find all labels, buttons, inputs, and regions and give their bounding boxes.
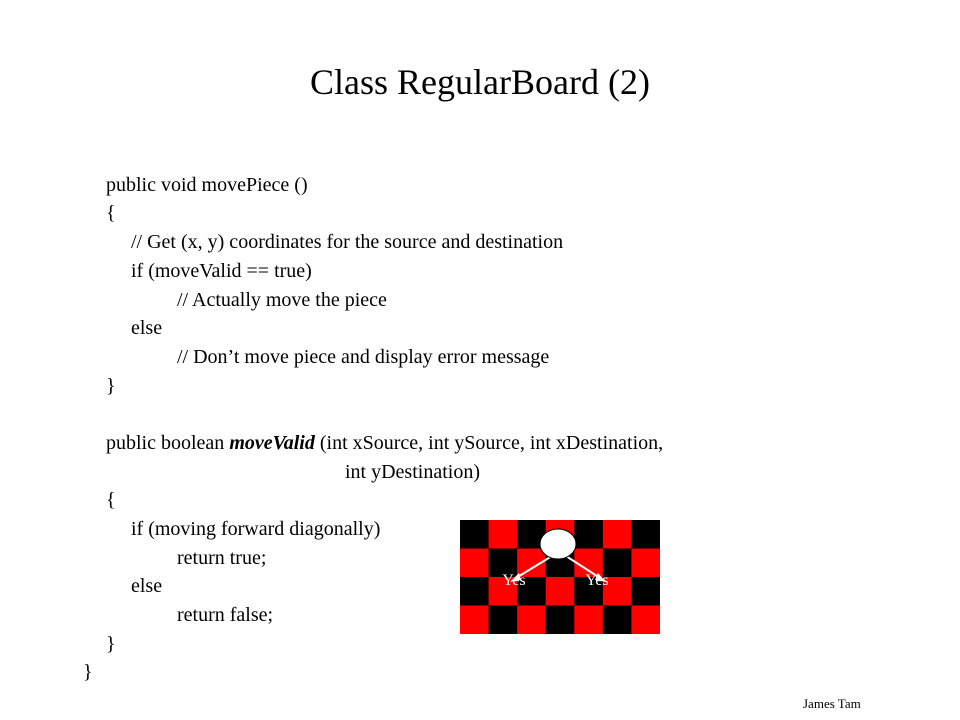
board-square	[574, 606, 603, 635]
board-square	[631, 549, 660, 578]
code-line-12: if (moving forward diagonally)	[131, 518, 381, 540]
code-line-13: return true;	[177, 547, 267, 569]
board-square	[460, 606, 489, 635]
board-square	[546, 606, 575, 635]
board-square	[631, 520, 660, 549]
code-line-8: }	[106, 375, 116, 397]
board-square	[546, 577, 575, 606]
code-line-14: else	[131, 575, 163, 597]
code-line-9-prefix: public boolean	[106, 432, 230, 454]
board-square	[460, 549, 489, 578]
checkerboard-figure	[460, 520, 660, 634]
checkerboard-svg	[460, 520, 660, 634]
board-square	[460, 520, 489, 549]
code-line-11: {	[106, 489, 116, 511]
code-line-3: // Get (x, y) coordinates for the source and destination	[131, 231, 564, 253]
board-square	[603, 520, 632, 549]
code-line-4: if (moveValid == true)	[131, 260, 312, 282]
code-line-9	[106, 430, 663, 456]
board-square	[631, 606, 660, 635]
code-line-5: // Actually move the piece	[177, 289, 387, 311]
footer-author: James Tam	[803, 696, 861, 711]
board-square	[574, 520, 603, 549]
method-name-movevalid: moveValid	[229, 432, 315, 454]
code-line-2: {	[106, 202, 116, 224]
board-square	[489, 520, 518, 549]
board-square	[460, 577, 489, 606]
code-line-17: }	[83, 661, 93, 683]
board-square	[631, 577, 660, 606]
code-line-16: }	[106, 633, 116, 655]
code-line-7: // Don’t move piece and display error message	[177, 346, 550, 368]
slide-title: Class RegularBoard (2)	[310, 62, 650, 102]
board-square	[517, 606, 546, 635]
checker-piece	[540, 529, 576, 559]
code-line-10: int yDestination)	[345, 461, 480, 483]
code-line-6: else	[131, 317, 163, 339]
board-square	[489, 606, 518, 635]
code-line-9-suffix: (int xSource, int ySource, int xDestination,	[314, 432, 664, 454]
board-square	[603, 606, 632, 635]
yes-label-right: Yes	[585, 572, 609, 589]
yes-label-left: Yes	[502, 572, 526, 589]
code-line-15: return false;	[177, 604, 274, 626]
code-line-1: public void movePiece ()	[106, 174, 308, 196]
